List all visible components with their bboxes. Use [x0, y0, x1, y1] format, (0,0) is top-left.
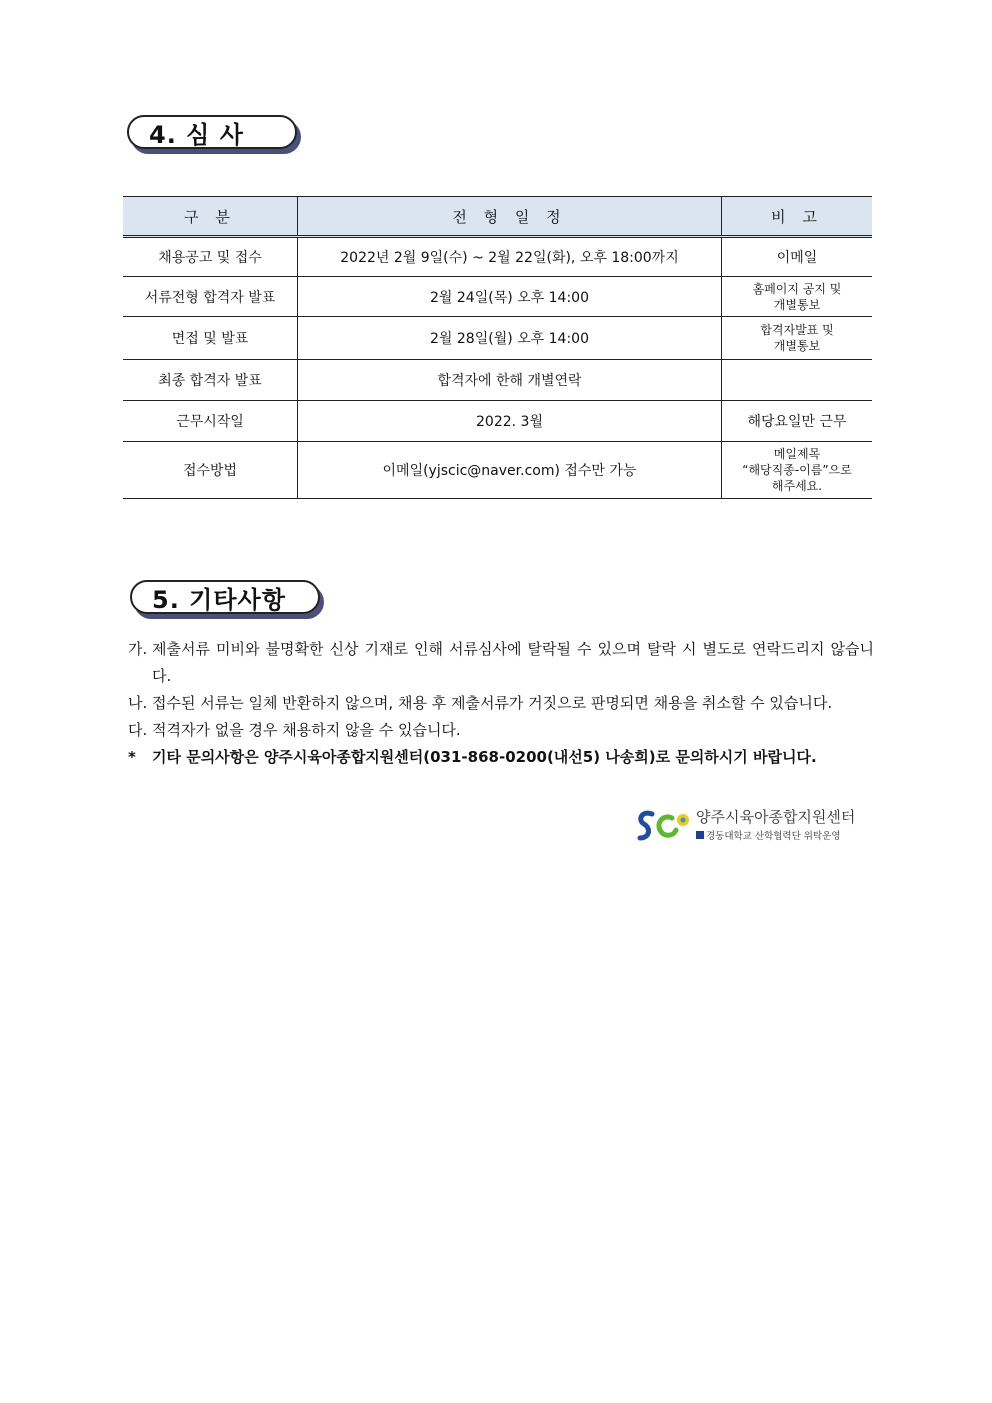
table-row: [123, 442, 872, 499]
row-schedule: 합격자에 한해 개별연락: [298, 360, 722, 401]
list-text: 접수된 서류는 일체 반환하지 않으며, 채용 후 제출서류가 거짓으로 판명되면 채용을 취소할 수 있습니다.: [152, 694, 833, 712]
row-category: 면접 및 발표: [123, 317, 298, 360]
row-note: [722, 277, 873, 317]
row-category: 채용공고 및 접수: [123, 237, 298, 277]
list-item: [128, 717, 874, 744]
row-note-line: 해주세요.: [771, 479, 823, 493]
center-logo: [636, 806, 872, 846]
row-note: [722, 317, 873, 360]
list-text: 제출서류 미비와 불명확한 신상 기재로 인해 서류심사에 탈락될 수 있으며 탈락 시 별도로 연락드리지 않습니다.: [152, 640, 874, 685]
list-item: [128, 690, 874, 717]
header-schedule: 전 형 일 정: [298, 197, 722, 237]
row-schedule: 2022. 3월: [298, 401, 722, 442]
notes-list: [128, 636, 874, 771]
contact-text: 기타 문의사항은 양주시육아종합지원센터(031-868-0200(내선5) 나송희)로 문의하시기 바랍니다.: [152, 748, 817, 766]
list-text: 적격자가 없을 경우 채용하지 않을 수 있습니다.: [152, 721, 461, 739]
university-emblem-icon: [696, 831, 704, 839]
section-title-etc: [130, 580, 320, 614]
contact-note: [128, 744, 874, 771]
row-note: [722, 360, 873, 401]
section-title-review-text: 4. 심 사: [149, 120, 244, 149]
list-marker: 나.: [128, 694, 148, 712]
list-marker: 다.: [128, 721, 148, 739]
header-category: 구 분: [123, 197, 298, 237]
row-note-line: 홈페이지 공지 및: [752, 281, 842, 296]
center-logo-subtitle-wrap: [696, 828, 841, 842]
section-title-etc-text: 5. 기타사항: [152, 585, 286, 614]
row-category: 최종 합격자 발표: [123, 360, 298, 401]
table-row: [123, 237, 872, 277]
table-row: [123, 317, 872, 360]
row-category: 접수방법: [123, 442, 298, 499]
table-row: [123, 277, 872, 317]
center-logo-mark-icon: [636, 808, 692, 844]
list-marker: 가.: [128, 640, 148, 658]
row-note-line: 메일제목: [773, 447, 821, 461]
row-schedule: 2월 24일(목) 오후 14:00: [298, 277, 722, 317]
row-schedule: 2월 28일(월) 오후 14:00: [298, 317, 722, 360]
schedule-table: [123, 196, 872, 499]
center-logo-name: 양주시육아종합지원센터: [696, 808, 856, 826]
row-note: 이메일: [722, 237, 873, 277]
table-header-row: [123, 197, 872, 237]
row-note-line: 개별통보: [773, 297, 821, 312]
row-note: 해당요일만 근무: [722, 401, 873, 442]
table-row: [123, 360, 872, 401]
row-note-line: 합격자발표 및: [760, 323, 834, 337]
table-row: [123, 401, 872, 442]
row-category: 근무시작일: [123, 401, 298, 442]
list-item: [128, 636, 874, 690]
header-note: 비 고: [722, 197, 873, 237]
row-schedule: 이메일(yjscic@naver.com) 접수만 가능: [298, 442, 722, 499]
asterisk-marker: *: [128, 748, 136, 766]
section-title-review: [127, 115, 297, 149]
row-note: [722, 442, 873, 499]
center-logo-subtitle: 경동대학교 산학협력단 위탁운영: [706, 831, 841, 842]
row-note-line: 개별통보: [773, 339, 821, 353]
row-note-line: “해당직종-이름”으로: [742, 463, 852, 477]
row-schedule: 2022년 2월 9일(수) ~ 2월 22일(화), 오후 18:00까지: [298, 237, 722, 277]
row-category: 서류전형 합격자 발표: [123, 277, 298, 317]
